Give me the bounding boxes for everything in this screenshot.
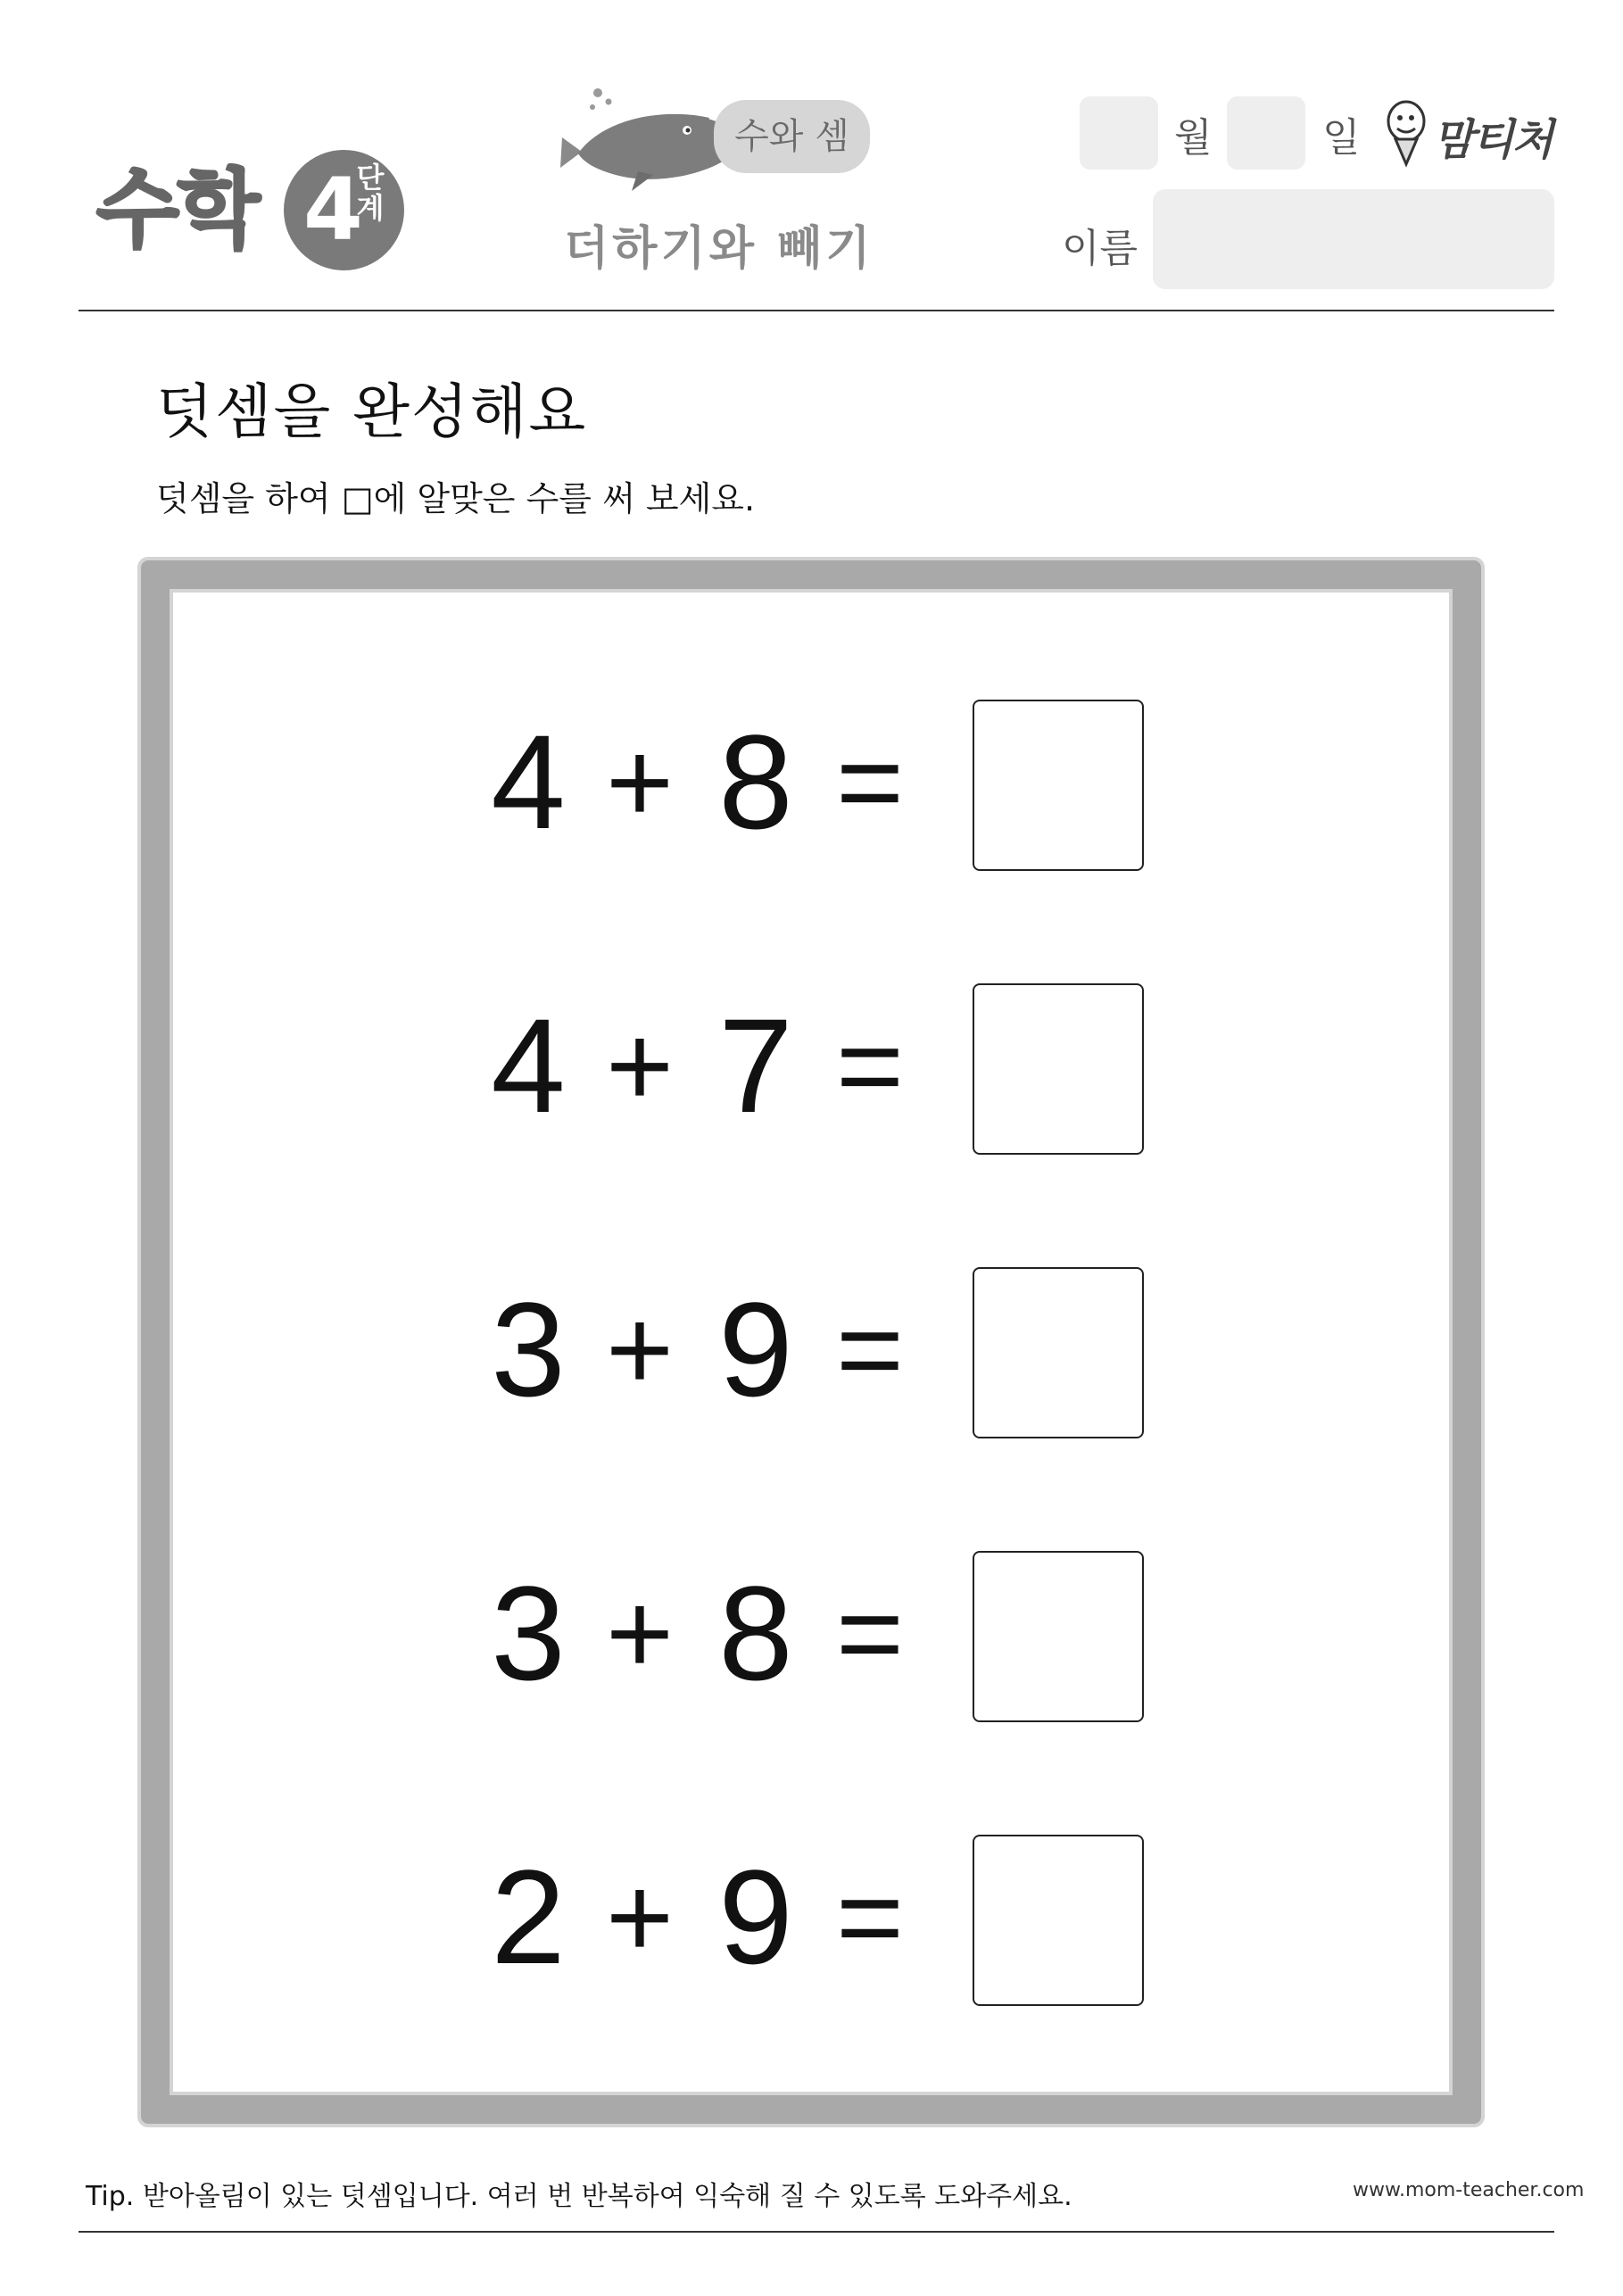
answer-box[interactable] bbox=[973, 1835, 1144, 2006]
addend-b: 9 bbox=[718, 1274, 793, 1424]
equals-sign: = bbox=[836, 717, 904, 847]
equals-sign: = bbox=[836, 1000, 904, 1131]
addend-b: 8 bbox=[718, 707, 793, 857]
plus-sign: + bbox=[606, 1568, 674, 1698]
name-label: 이름 bbox=[1062, 226, 1139, 271]
addend-a: 3 bbox=[491, 1558, 566, 1708]
tip-text: Tip. 받아올림이 있는 덧셈입니다. 여러 번 반복하여 익숙해 질 수 있도록 도와주세요. bbox=[86, 2181, 1072, 2212]
subtopic-title: 더하기와 빼기 bbox=[564, 222, 874, 276]
problem-row bbox=[0, 1260, 1623, 1438]
addend-b: 8 bbox=[718, 1558, 793, 1708]
level-number: 4 bbox=[303, 160, 363, 260]
day-input[interactable] bbox=[1227, 96, 1305, 170]
month-label: 월 bbox=[1174, 115, 1213, 161]
answer-box[interactable] bbox=[973, 700, 1144, 871]
header-divider bbox=[79, 310, 1554, 311]
problem-row bbox=[0, 976, 1623, 1155]
website-link[interactable]: www.mom-teacher.com bbox=[1353, 2179, 1585, 2201]
level-badge bbox=[284, 150, 404, 270]
plus-sign: + bbox=[606, 717, 674, 847]
brand-name: 맘티처 bbox=[1433, 115, 1553, 165]
brand-logo bbox=[1383, 96, 1561, 168]
answer-box[interactable] bbox=[973, 983, 1144, 1155]
answer-box[interactable] bbox=[973, 1551, 1144, 1722]
page-title: 덧셈을 완성해요 bbox=[156, 377, 588, 446]
addend-b: 7 bbox=[718, 991, 793, 1140]
topic-badge: 수와 셈 bbox=[714, 100, 870, 173]
equals-sign: = bbox=[836, 1284, 904, 1414]
plus-sign: + bbox=[606, 1852, 674, 1982]
equals-sign: = bbox=[836, 1852, 904, 1982]
addend-a: 4 bbox=[491, 991, 566, 1140]
plus-sign: + bbox=[606, 1000, 674, 1131]
addend-a: 4 bbox=[491, 707, 566, 857]
instruction-text: 덧셈을 하여 □에 알맞은 수를 써 보세요. bbox=[156, 479, 756, 518]
level-label: 단계 bbox=[356, 161, 385, 225]
month-input[interactable] bbox=[1080, 96, 1158, 170]
day-label: 일 bbox=[1322, 115, 1361, 161]
addend-a: 3 bbox=[491, 1274, 566, 1424]
problem-row bbox=[0, 692, 1623, 871]
footer-divider bbox=[79, 2231, 1554, 2233]
addend-a: 2 bbox=[491, 1842, 566, 1992]
problem-row bbox=[0, 1828, 1623, 2006]
plus-sign: + bbox=[606, 1284, 674, 1414]
subject-logo bbox=[96, 143, 400, 277]
addend-b: 9 bbox=[718, 1842, 793, 1992]
answer-box[interactable] bbox=[973, 1267, 1144, 1438]
name-input[interactable] bbox=[1153, 189, 1554, 289]
equals-sign: = bbox=[836, 1568, 904, 1698]
pencil-character-icon bbox=[1383, 96, 1433, 168]
subject-title: 수학 bbox=[96, 160, 259, 260]
problem-row bbox=[0, 1544, 1623, 1722]
